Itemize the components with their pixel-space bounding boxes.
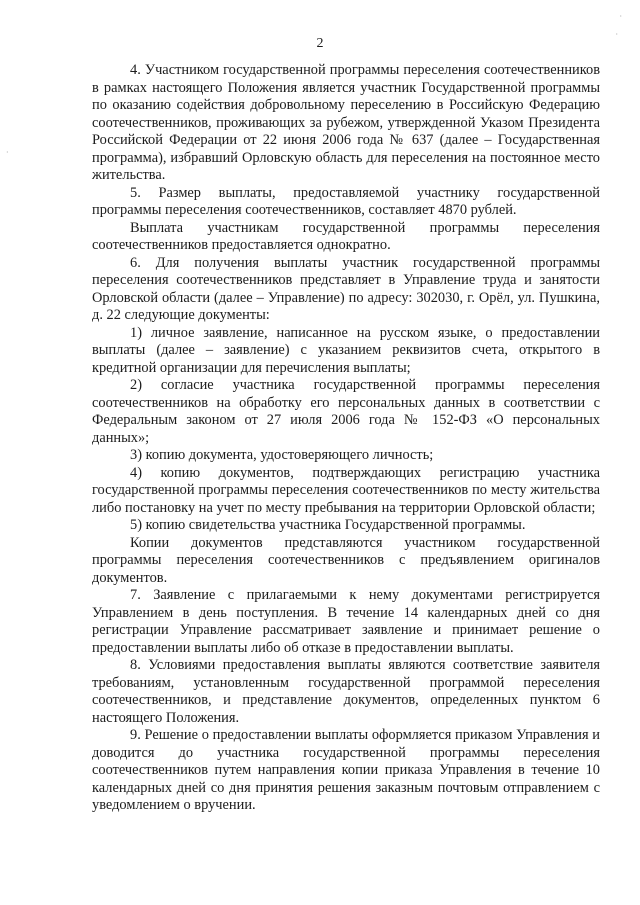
paragraph-6: 6. Для получения выплаты участник государственной программы переселения соотечественников представляет в Управление труда и занятости Орловской области (далее – Управление) по адресу: 302030, г. Орёл, ул. Пушкина, д. 22 следующие документы:: [92, 254, 600, 323]
page-number: 2: [316, 36, 324, 51]
paragraph-4: 4. Участником государственной программы переселения соотечественников в рамках настоящего Положения является участник Государственной программы по оказанию содействия добровольному переселению в Российскую Федерацию соотечественников, проживающих за рубежом, утвержденной Указом Президента Российской Федерации от 22 июня 2006 года № 637 (далее – Государственная программа), избравший Орловскую область для переселения на постоянное место жительства.: [92, 62, 600, 183]
paragraph-5: 5. Размер выплаты, предоставляемой участнику государственной программы переселения соотечественников, составляет 4870 рублей.: [92, 184, 600, 218]
document-body: [92, 62, 600, 815]
paragraph-6-note: Копии документов представляются участником государственной программы переселения соотечественников с предъявлением оригиналов документов.: [92, 534, 600, 586]
scan-mark: ·: [619, 12, 622, 21]
paragraph-6-item-3: 3) копию документа, удостоверяющего личность;: [130, 447, 434, 463]
paragraph-9: 9. Решение о предоставлении выплаты оформляется приказом Управления и доводится до участника государственной программы переселения соотечественников путем направления копии приказа Управления в течение 10 календарных дней со дня принятия решения заказным почтовым отправлением с уведомлением о вручении.: [92, 727, 600, 813]
paragraph-6-item-5: 5) копию свидетельства участника Государственной программы.: [130, 517, 526, 533]
paragraph-8: 8. Условиями предоставления выплаты являются соответствие заявителя требованиям, установленным государственной программой переселения соотечественников, и представление документов, определенных пунктом 6 настоящего Положения.: [92, 657, 600, 726]
paragraph-5-note: Выплата участникам государственной программы переселения соотечественников предоставляется однократно.: [92, 219, 600, 253]
paragraph-7: 7. Заявление с прилагаемыми к нему документами регистрируется Управлением в день поступления. В течение 14 календарных дней со дня регистрации Управление рассматривает заявление и принимает решение о предоставлении выплаты либо об отказе в предоставлении выплаты.: [92, 587, 600, 656]
paragraph-6-item-2: 2) согласие участника государственной программы переселения соотечественников на обработку его персональных данных в соответствии с Федеральным законом от 27 июля 2006 года № 152-ФЗ «О персональных данных»;: [92, 377, 600, 446]
paragraph-6-item-1: 1) личное заявление, написанное на русском языке, о предоставлении выплаты (далее – заявление) с указанием реквизитов счета, открытого в кредитной организации для перечисления выплаты;: [92, 324, 600, 376]
paragraph-6-item-4: 4) копию документов, подтверждающих регистрацию участника государственной программы переселения соотечественников по месту жительства либо постановку на учет по месту пребывания на территории Орловской области;: [92, 464, 600, 516]
scan-mark: ·: [6, 148, 9, 157]
scan-mark: ·: [615, 30, 618, 39]
